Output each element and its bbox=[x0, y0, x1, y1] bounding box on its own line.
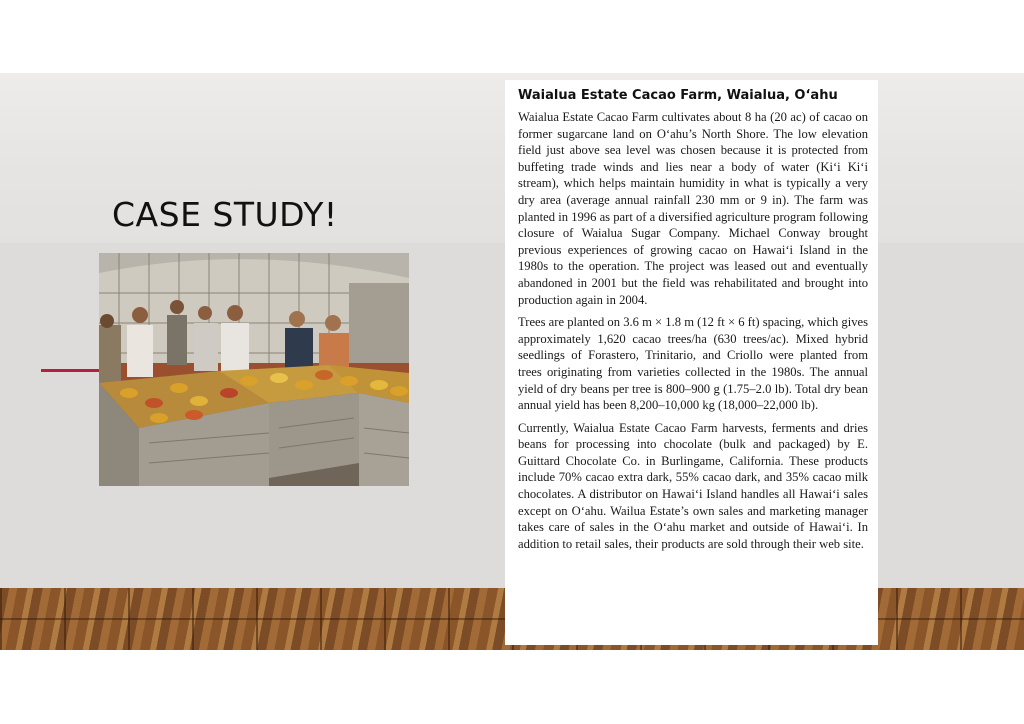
paragraph-history: Waialua Estate Cacao Farm cultivates about 8 ha (20 ac) of cacao on former sugarcane land on O‘ahu’s North Shore. The low elevation field just above sea level was chosen because it is protected from buffeting trade winds and lies near a body of water (Ki‘i Ki‘i stream), which helps maintain humidity in what is typically a very dry area (average annual rainfall 230 mm or 9 in). The farm was planted in 1996 as part of a diversified agriculture program following closure of Waialua Sugar Company. Michael Conway brought previous experiences of growing cacao on Hawai‘i Island in the 1980s to the operation. The project was leased out and eventually abandoned in 2001 but the field was rehabilitated and brought into production again in 2004. bbox=[518, 110, 868, 307]
paragraph-planting: Trees are planted on 3.6 m × 1.8 m (12 ft × 6 ft) spacing, which gives approximately 1,620 cacao trees/ha (630 trees/ac). Mixed hybrid seedlings of Forastero, Trinitario, and Criollo were planted from trees originating from varieties collected in the 1980s. The annual yield of dry beans per tree is 800–900 g (1.75–2.0 lb). Total dry bean annual yield has been 8,200–10,000 kg (18,000–22,000 lb). bbox=[518, 315, 868, 413]
accent-line bbox=[41, 369, 99, 372]
document-heading: Waialua Estate Cacao Farm, Waialua, O‘ahu bbox=[518, 88, 838, 103]
paragraph-processing: Currently, Waialua Estate Cacao Farm harvests, ferments and dries beans for processing into chocolate (bulk and packaged) by E. Guittard Chocolate Co. in Burlingame, California. These products include 70% cacao extra dark, 55% cacao dark, and 35% cacao milk chocolates. A distributor on Hawai‘i Island handles all Hawai‘i sales except on O‘ahu. Wailua Estate’s own sales and marketing manager takes care of sales in the O‘ahu market and outside of Hawai‘i. In addition to retail sales, their products are sold through their web site. bbox=[518, 420, 868, 551]
case-study-document bbox=[505, 80, 878, 645]
cacao-harvest-photo bbox=[99, 253, 409, 486]
slide-title: CASE STUDY! bbox=[112, 195, 338, 234]
